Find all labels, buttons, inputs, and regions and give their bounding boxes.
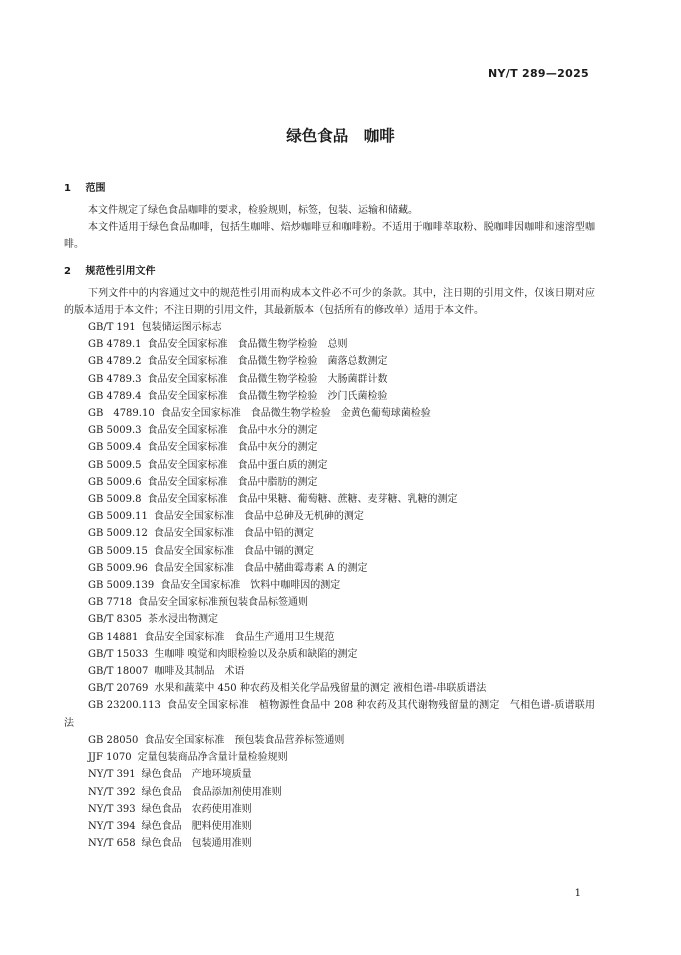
section-title: 规范性引用文件 <box>85 265 156 277</box>
reference-title: 水果和蔬菜中 450 种农药及相关化学品残留量的测定 液相色谱-串联质谱法 <box>154 683 487 695</box>
reference-code: GB/T 8305 <box>88 614 143 626</box>
reference-code: GB 4789.3 <box>88 373 142 385</box>
reference-code: GB 5009.8 <box>88 494 142 506</box>
reference-item <box>64 474 595 491</box>
reference-title: 食品安全国家标准 食品生产通用卫生规范 <box>144 631 335 643</box>
reference-code: GB 4789.1 <box>88 339 142 351</box>
reference-title: 食品安全国家标准 食品微生物学检验 菌落总数测定 <box>147 356 388 368</box>
reference-item <box>64 784 595 801</box>
reference-item <box>64 388 595 405</box>
reference-title: 定量包装商品净含量计量检验规则 <box>137 752 288 764</box>
reference-item <box>64 577 595 594</box>
section-number: 2 <box>64 265 71 277</box>
reference-title: 食品安全国家标准 预包装食品营养标签通则 <box>144 734 345 746</box>
paragraph: 下列文件中的内容通过文中的规范性引用而构成本文件必不可少的条款。其中，注日期的引用文件，仅该日期对应的版本适用于本文件；不注日期的引用文件，其最新版本（包括所有的修改单）适用于本文件。 <box>64 287 595 316</box>
reference-list <box>64 319 595 852</box>
reference-code: GB/T 20769 <box>88 683 149 695</box>
reference-code: GB 5009.96 <box>88 562 148 574</box>
reference-code: NY/T 393 <box>88 803 136 815</box>
reference-item <box>64 663 595 680</box>
reference-title: 绿色食品 农药使用准则 <box>141 803 252 815</box>
reference-item <box>64 680 595 697</box>
reference-item <box>64 594 595 611</box>
reference-code: JJF 1070 <box>88 752 132 764</box>
reference-title: 食品安全国家标准 食品中脂肪的测定 <box>147 476 318 488</box>
reference-code: NY/T 658 <box>88 838 136 850</box>
reference-title: 食品安全国家标准 食品中镉的测定 <box>153 545 314 557</box>
reference-title: 绿色食品 食品添加剂使用准则 <box>141 786 282 798</box>
reference-item <box>64 371 595 388</box>
reference-code: GB 5009.139 <box>88 580 155 592</box>
reference-code: NY/T 392 <box>88 786 136 798</box>
reference-code: NY/T 391 <box>88 769 136 781</box>
reference-code: GB 23200.113 <box>88 700 161 712</box>
reference-code: NY/T 394 <box>88 820 136 832</box>
reference-item <box>64 439 595 456</box>
reference-code: GB 7718 <box>88 597 132 609</box>
reference-item <box>64 543 595 560</box>
section-heading-scope <box>64 179 595 198</box>
reference-item <box>64 835 595 852</box>
reference-title: 食品安全国家标准 食品中蛋白质的测定 <box>147 459 328 471</box>
reference-code: GB 5009.3 <box>88 425 142 437</box>
reference-code: GB 28050 <box>88 734 139 746</box>
reference-code: GB/T 15033 <box>88 648 149 660</box>
reference-code: GB 5009.4 <box>88 442 142 454</box>
paragraph: 本文件适用于绿色食品咖啡，包括生咖啡、焙炒咖啡豆和咖啡粉。不适用于咖啡萃取粉、脱咖啡因咖啡和速溶型咖啡。 <box>64 222 595 251</box>
reference-code: GB 5009.15 <box>88 545 148 557</box>
reference-code: GB 4789.2 <box>88 356 142 368</box>
reference-code: GB 5009.11 <box>88 511 148 523</box>
reference-item <box>64 629 595 646</box>
section-number: 1 <box>64 183 71 194</box>
reference-code: GB 4789.10 <box>88 408 155 420</box>
reference-title: 食品安全国家标准 食品中赭曲霉毒素 A 的测定 <box>153 562 368 574</box>
reference-title: 绿色食品 肥料使用准则 <box>141 820 252 832</box>
reference-item <box>64 508 595 525</box>
reference-item <box>64 766 595 783</box>
reference-title: 食品安全国家标准 饮料中咖啡因的测定 <box>160 580 341 592</box>
reference-title: 食品安全国家标准 食品微生物学检验 大肠菌群计数 <box>147 373 388 385</box>
reference-item <box>64 405 595 422</box>
reference-item <box>64 353 595 370</box>
paragraph: 本文件规定了绿色食品咖啡的要求，检验规则，标签，包装、运输和储藏。 <box>88 205 418 216</box>
reference-item <box>64 560 595 577</box>
reference-title: 绿色食品 产地环境质量 <box>141 769 252 781</box>
document-title: 绿色食品 咖啡 <box>286 127 395 145</box>
reference-title: 生咖啡 嗅觉和肉眼检验以及杂质和缺陷的测定 <box>154 648 358 660</box>
reference-title: 食品安全国家标准 植物源性食品中 208 种农药及其代谢物残留量的测定 气相色谱-质谱联用法 <box>64 700 596 729</box>
reference-item <box>64 336 595 353</box>
reference-item <box>64 611 595 628</box>
reference-title: 食品安全国家标准 食品中水分的测定 <box>147 425 318 437</box>
reference-code: GB/T 191 <box>88 322 136 334</box>
reference-code: GB 4789.4 <box>88 390 142 402</box>
section-heading-normative-references <box>64 262 595 281</box>
section-title: 范围 <box>85 183 106 194</box>
reference-title: 咖啡及其制品 术语 <box>154 666 245 678</box>
reference-item <box>64 697 595 731</box>
reference-item <box>64 801 595 818</box>
document-body <box>64 177 595 852</box>
page-number: 1 <box>574 888 581 899</box>
reference-item <box>64 749 595 766</box>
reference-item <box>64 732 595 749</box>
reference-code: GB 5009.5 <box>88 459 142 471</box>
reference-title: 食品安全国家标准 食品微生物学检验 总则 <box>147 339 348 351</box>
reference-code: GB 5009.12 <box>88 528 148 540</box>
reference-title: 包装储运图示标志 <box>141 322 222 334</box>
reference-code: GB 5009.6 <box>88 476 142 488</box>
reference-title: 食品安全国家标准 食品中铅的测定 <box>153 528 314 540</box>
reference-title: 食品安全国家标准 食品中果糖、葡萄糖、蔗糖、麦芽糖、乳糖的测定 <box>147 494 458 506</box>
reference-item <box>64 525 595 542</box>
reference-item <box>64 422 595 439</box>
reference-code: GB 14881 <box>88 631 139 643</box>
reference-item <box>64 646 595 663</box>
reference-title: 食品安全国家标准 食品中总砷及无机砷的测定 <box>153 511 364 523</box>
reference-title: 食品安全国家标准 食品中灰分的测定 <box>147 442 318 454</box>
reference-code: GB/T 18007 <box>88 666 149 678</box>
reference-title: 食品安全国家标准 食品微生物学检验 金黄色葡萄球菌检验 <box>160 408 431 420</box>
reference-title: 绿色食品 包装通用准则 <box>141 838 252 850</box>
reference-item <box>64 457 595 474</box>
reference-title: 食品安全国家标准预包装食品标签通则 <box>137 597 308 609</box>
standard-code: NY/T 289—2025 <box>488 67 589 80</box>
reference-title: 茶水浸出物测定 <box>148 614 219 626</box>
reference-item <box>64 818 595 835</box>
reference-title: 食品安全国家标准 食品微生物学检验 沙门氏菌检验 <box>147 390 388 402</box>
reference-item <box>64 319 595 336</box>
reference-item <box>64 491 595 508</box>
